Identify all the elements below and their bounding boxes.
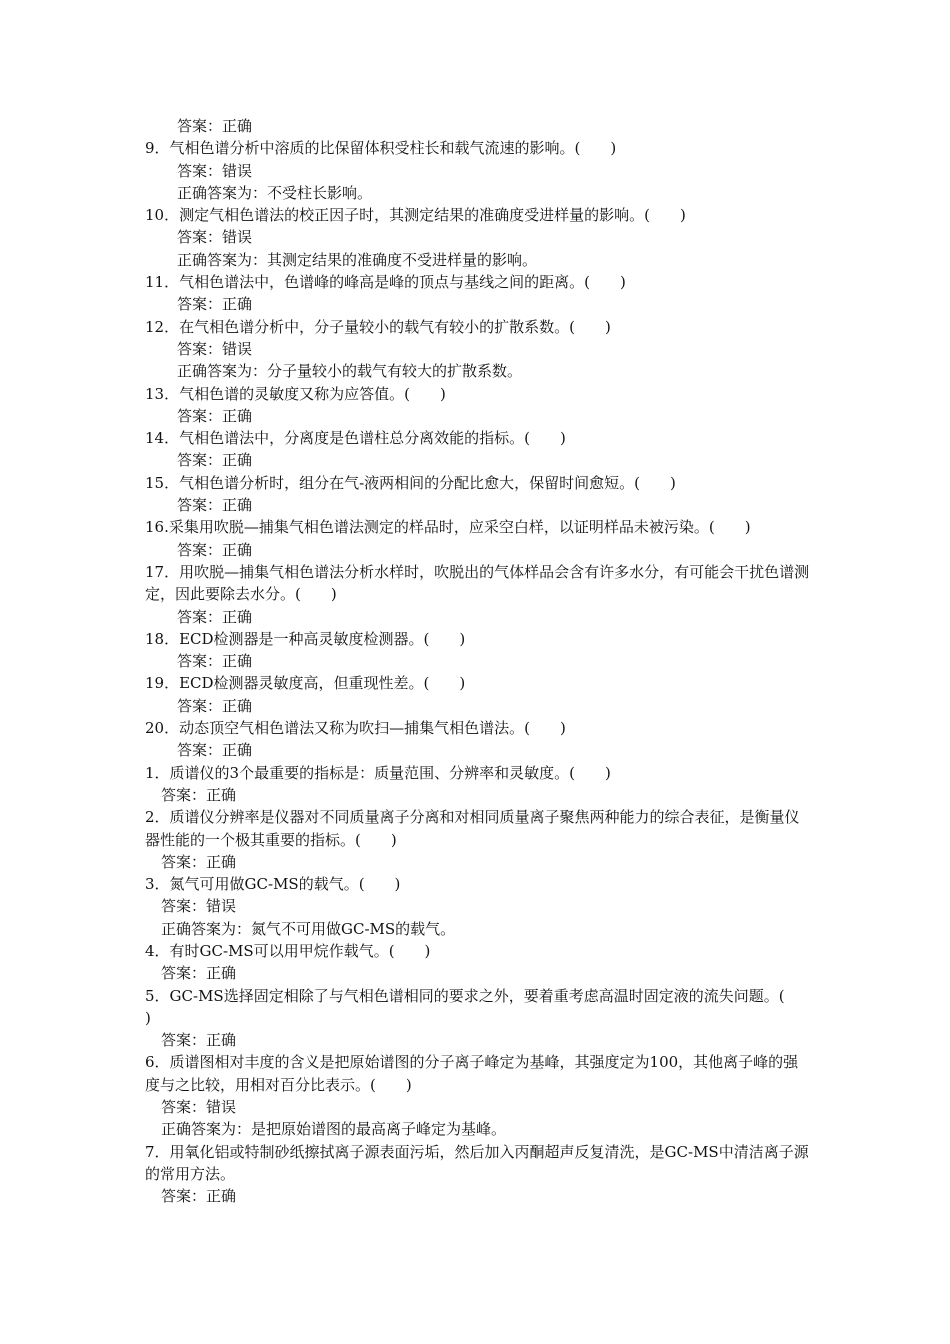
question-text: 19．ECD检测器灵敏度高，但重现性差。( ) <box>145 674 466 693</box>
answer-line: 答案：正确 <box>177 696 253 715</box>
correction-line: 正确答案为：分子量较小的载气有较大的扩散系数。 <box>177 362 523 381</box>
ms-question-item-1 <box>145 762 810 807</box>
ms-question-item-2 <box>145 806 810 873</box>
question-item-10 <box>145 204 810 271</box>
answer-line: 答案：正确 <box>161 964 237 983</box>
answer-line: 答案：正确 <box>161 852 237 871</box>
ms-question-item-7 <box>145 1141 810 1208</box>
question-text: 6．质谱图相对丰度的含义是把原始谱图的分子离子峰定为基峰，其强度定为100，其他离子峰的强度与之比较，用相对百分比表示。( ) <box>145 1053 799 1094</box>
question-item-17 <box>145 561 810 628</box>
question-text: 17．用吹脱—捕集气相色谱法分析水样时，吹脱出的气体样品会含有许多水分，有可能会干扰色谱测定，因此要除去水分。( ) <box>145 562 810 604</box>
question-text: 5．GC-MS选择固定相除了与气相色谱相同的要求之外，要着重考虑高温时固定液的流失问题。( ) <box>145 986 815 1027</box>
correction-line: 正确答案为：氮气不可用做GC-MS的载气。 <box>161 919 456 938</box>
answer-line: 答案：正确 <box>161 1031 237 1050</box>
answer-line: 答案：正确 <box>177 540 253 559</box>
question-text: 4．有时GC-MS可以用甲烷作载气。( ) <box>145 941 431 960</box>
question-item-18 <box>145 628 810 673</box>
question-item-9 <box>145 137 810 204</box>
question-text: 11．气相色谱法中，色谱峰的峰高是峰的顶点与基线之间的距离。( ) <box>145 273 626 292</box>
question-text: 9．气相色谱分析中溶质的比保留体积受柱长和载气流速的影响。( ) <box>145 139 617 158</box>
answer-line: 答案：正确 <box>177 117 253 135</box>
question-text: 13．气相色谱的灵敏度又称为应答值。( ) <box>145 384 446 403</box>
question-item-12 <box>145 316 810 383</box>
question-text: 2．质谱仪分辨率是仪器对不同质量离子分离和对相同质量离子聚焦两种能力的综合表征，是衡量仪器性能的一个极其重要的指标。( ) <box>145 808 800 849</box>
question-item-13 <box>145 383 810 428</box>
question-text: 18．ECD检测器是一种高灵敏度检测器。( ) <box>145 629 466 648</box>
ms-question-item-3 <box>145 873 810 940</box>
question-text: 12．在气相色谱分析中，分子量较小的载气有较小的扩散系数。( ) <box>145 317 611 336</box>
correction-line: 正确答案为：不受柱长影响。 <box>177 183 373 202</box>
question-item-11 <box>145 271 810 316</box>
answer-line: 答案：正确 <box>177 607 253 626</box>
question-text: 20．动态顶空气相色谱法又称为吹扫—捕集气相色谱法。( ) <box>145 719 566 738</box>
ms-question-item-5 <box>145 985 815 1052</box>
question-text: 3．氮气可用做GC-MS的载气。( ) <box>145 875 401 894</box>
ms-question-item-6 <box>145 1051 810 1140</box>
ms-question-item-4 <box>145 940 810 985</box>
answer-line: 答案：错误 <box>161 1098 237 1117</box>
answer-line: 答案：正确 <box>177 295 253 314</box>
answer-line: 答案：正确 <box>177 652 253 671</box>
answer-line: 答案：错误 <box>177 161 253 180</box>
question-text: 10．测定气相色谱法的校正因子时，其测定结果的准确度受进样量的影响。( ) <box>145 206 686 225</box>
question-text: 14．气相色谱法中，分离度是色谱柱总分离效能的指标。( ) <box>145 429 566 448</box>
answer-line: 答案：正确 <box>161 785 237 804</box>
question-item-14 <box>145 427 810 472</box>
question-item-19 <box>145 672 810 717</box>
question-item-15 <box>145 472 810 517</box>
question-text: 1．质谱仪的3个最重要的指标是：质量范围、分辨率和灵敏度。( ) <box>145 763 611 782</box>
question-text: 7．用氧化铝或特制砂纸擦拭离子源表面污垢，然后加入丙酮超声反复清洗，是GC-MS中清洁离子源的常用方法。 <box>145 1142 809 1183</box>
correction-line: 正确答案为：是把原始谱图的最高离子峰定为基峰。 <box>161 1120 507 1139</box>
question-text: 15．气相色谱分析时，组分在气-液两相间的分配比愈大，保留时间愈短。( ) <box>145 473 676 492</box>
answer-line: 答案：错误 <box>177 228 253 247</box>
question-text: 16.采集用吹脱—捕集气相色谱法测定的样品时，应采空白样，以证明样品未被污染。( ) <box>145 518 751 537</box>
question-item-16 <box>145 516 810 561</box>
answer-line: 答案：正确 <box>177 406 253 425</box>
answer-line: 答案：错误 <box>177 339 253 358</box>
answer-line: 答案：正确 <box>177 741 253 760</box>
correction-line: 正确答案为：其测定结果的准确度不受进样量的影响。 <box>177 250 538 269</box>
answer-line: 答案：正确 <box>161 1187 237 1206</box>
answer-line: 答案：正确 <box>177 496 253 515</box>
answer-line: 答案：错误 <box>161 897 237 916</box>
question-item-20 <box>145 717 810 762</box>
answer-line: 答案：正确 <box>177 451 253 470</box>
document-content <box>145 115 815 1208</box>
